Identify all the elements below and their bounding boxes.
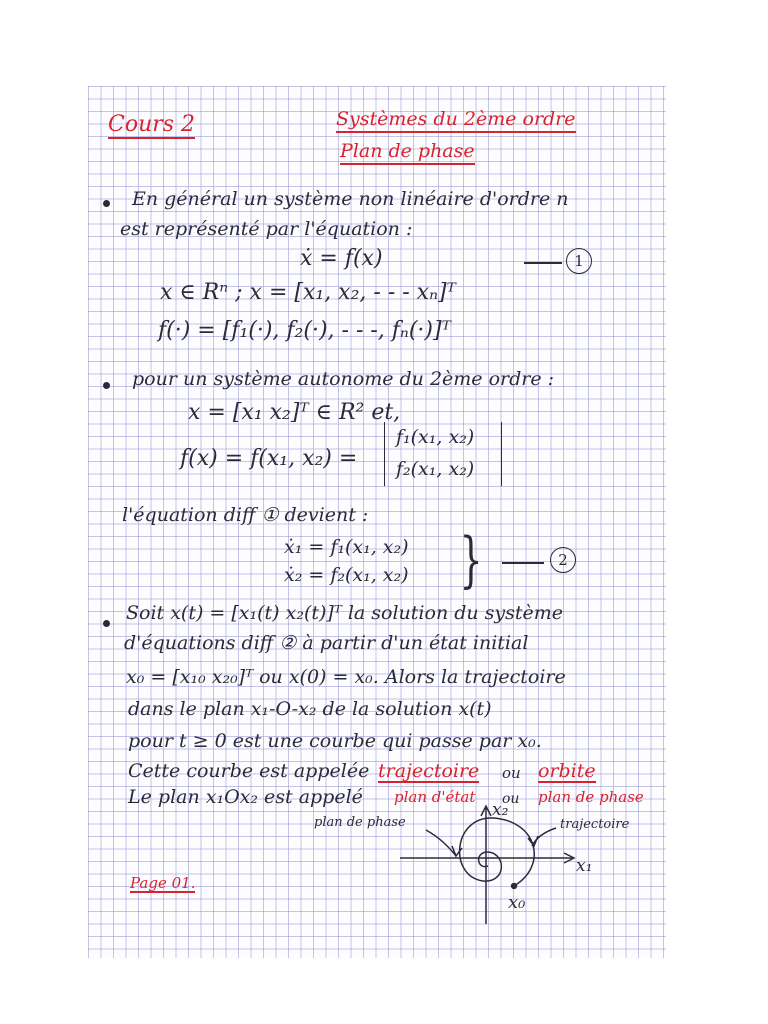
term-orbite: orbite — [538, 760, 596, 782]
s1-eq1-ref: 1 — [566, 248, 592, 274]
s3-line3: x₀ = [x₁₀ x₂₀]ᵀ ou x(0) = x₀. Alors la trajectoire — [126, 666, 566, 688]
s3-line4: dans le plan x₁-O-x₂ de la solution x(t) — [128, 698, 492, 720]
title-line2: Plan de phase — [340, 142, 475, 165]
title-line1: Systèmes du 2ème ordre — [336, 110, 576, 133]
s2-eq2-bottom: f₂(x₁, x₂) — [396, 458, 475, 480]
s3-line1: Soit x(t) = [x₁(t) x₂(t)]ᵀ la solution du système — [126, 602, 564, 624]
s2-eq2-top: f₁(x₁, x₂) — [396, 426, 475, 448]
x0-point — [511, 883, 517, 889]
s3-line6-pre: Cette courbe est appelée — [128, 760, 370, 782]
s2-sys-line2: ẋ₂ = f₂(x₁, x₂) — [284, 564, 409, 586]
label-trajectoire: trajectoire — [560, 817, 630, 832]
s2-sys-ref: 2 — [550, 547, 576, 573]
s2-sys-line1: ẋ₁ = f₁(x₁, x₂) — [284, 536, 409, 558]
s3-line7-mid: ou — [502, 791, 520, 807]
s1-eq2: x ∈ Rⁿ ; x = [x₁, x₂, - - - xₙ]ᵀ — [160, 280, 456, 305]
term-trajectoire: trajectoire — [378, 760, 480, 782]
s3-line7-pre: Le plan x₁Ox₂ est appelé — [128, 786, 363, 808]
s2-sys-brace: } — [459, 525, 483, 595]
page-number: Page 01. — [130, 874, 196, 892]
s3-line6-mid: ou — [502, 764, 521, 782]
s3-line5: pour t ≥ 0 est une courbe qui passe par x₀. — [128, 730, 542, 752]
s1-eq3: f(·) = [f₁(·), f₂(·), - - -, fₙ(·)]ᵀ — [158, 318, 451, 343]
label-x1-axis: x₁ — [576, 856, 593, 876]
s2-eq2-left: f(x) = f(x₁, x₂) = — [180, 446, 358, 471]
s2-devient: l'équation diff ① devient : — [122, 504, 369, 526]
s1-intro-line1: En général un système non linéaire d'ordre n — [132, 188, 569, 210]
graph-paper-sheet — [88, 86, 666, 958]
label-x2-axis: x₂ — [492, 800, 509, 820]
label-x0: x₀ — [508, 892, 526, 913]
s2-eq1: x = [x₁ x₂]ᵀ ∈ R² et, — [188, 400, 401, 425]
term-plan-phase: plan de phase — [538, 788, 644, 806]
s1-intro-line2: est représenté par l'équation : — [120, 218, 413, 240]
s3-line2: d'équations diff ② à partir d'un état initial — [124, 632, 529, 654]
course-label: Cours 2 — [108, 112, 196, 137]
s2-intro: pour un système autonome du 2ème ordre : — [132, 368, 555, 390]
s1-eq1: ẋ = f(x) — [300, 246, 383, 271]
trajectory-spiral — [460, 818, 535, 886]
phase-label-pointer — [426, 830, 456, 856]
label-plan-de-phase: plan de phase — [314, 815, 406, 830]
term-plan-etat: plan d'état — [394, 788, 476, 806]
